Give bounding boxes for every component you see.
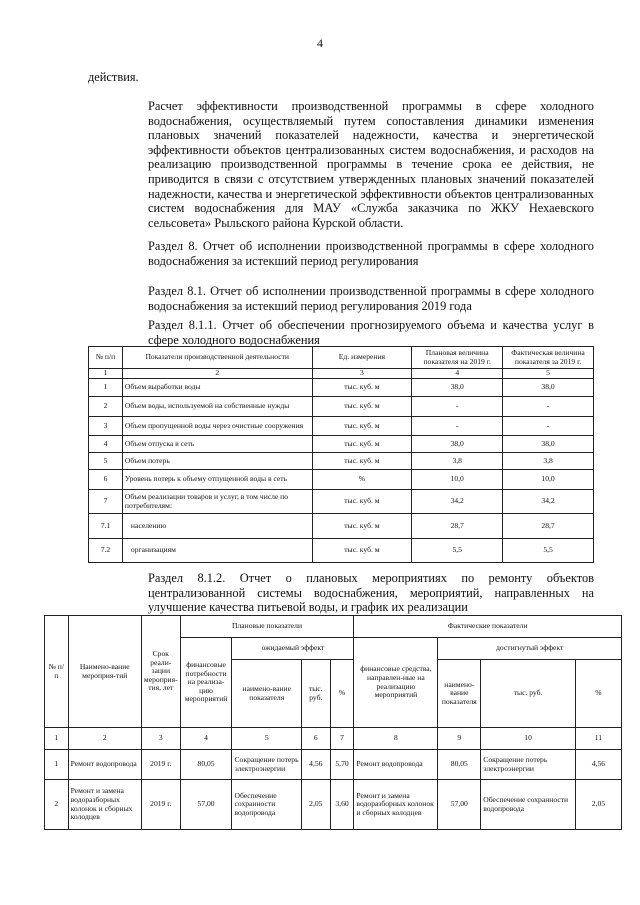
row-fact: 34,2: [503, 490, 594, 514]
table1-col-number: 5: [503, 369, 594, 379]
row-indicator: Объем пропущенной воды через очистные сооружения: [122, 417, 312, 436]
volume-quality-table: [88, 346, 594, 563]
row-plan: -: [412, 417, 503, 436]
row-unit: тыс. куб. м: [312, 417, 412, 436]
paragraph-continuation: действия.: [88, 70, 139, 84]
row-rub: 2,05: [301, 780, 330, 830]
row-num: 5: [89, 453, 123, 470]
row-unit: тыс. куб. м: [312, 436, 412, 453]
row-measure: Ремонт водопровода: [68, 750, 141, 780]
row-effect: Обеспечение сохранности водопровода: [232, 780, 302, 830]
row-pct: 5,70: [330, 750, 354, 780]
section-8-1-2-heading: [88, 571, 594, 615]
row-fact: 3,8: [503, 453, 594, 470]
row-indicator: Объем воды, используемой на собственные нужды: [122, 397, 312, 417]
row-num: 1: [45, 750, 69, 780]
table2-col-number: 6: [301, 728, 330, 750]
table2-col-number: 4: [180, 728, 232, 750]
row-num: 7.2: [89, 539, 123, 563]
table1-col-number: 3: [312, 369, 412, 379]
row-rub: 4,56: [301, 750, 330, 780]
row-plan-fin: 80,05: [180, 750, 232, 780]
table2-header-num: № п/п: [45, 616, 69, 728]
section-8-1-2-text: Раздел 8.1.2. Отчет о плановых мероприятиях по ремонту объектов централизованной системы водоснабжения, мероприятий, направленных на улучшение качества питьевой воды, и график их реализации: [148, 571, 594, 615]
table-row: [89, 436, 594, 453]
row-fact: 5,5: [503, 539, 594, 563]
row-num: 2: [89, 397, 123, 417]
table2-col-number: 7: [330, 728, 354, 750]
section-8-text: Раздел 8. Отчет об исполнении производственной программы в сфере холодного водоснабжения за истекший период регулирования: [148, 239, 594, 268]
row-fact: -: [503, 397, 594, 417]
row-indicator: Объем отпуска в сеть: [122, 436, 312, 453]
row-plan: 3,8: [412, 453, 503, 470]
table2-header-plan-fin: финансовые потребности на реализа-цию мероприятий: [180, 638, 232, 728]
table-row: [89, 539, 594, 563]
row-indicator: Объем выработки воды: [122, 379, 312, 397]
row-unit: тыс. куб. м: [312, 453, 412, 470]
row-plan: 38,0: [412, 436, 503, 453]
table-row: [89, 470, 594, 490]
table1-header-fact: Фактическая величина показателя за 2019 г.: [503, 347, 594, 369]
row-fact-fin: 57,00: [438, 780, 481, 830]
table-row: [89, 397, 594, 417]
row-num: 4: [89, 436, 123, 453]
row-fact-measure: Ремонт и замена водоразборных колонок и сборных колодцев: [354, 780, 438, 830]
table2-col-number: 2: [68, 728, 141, 750]
row-plan: -: [412, 397, 503, 417]
table2-header-pct-2: %: [575, 660, 621, 728]
row-unit: тыс. куб. м: [312, 397, 412, 417]
section-8-1-1-heading: [88, 318, 594, 347]
row-fact-rub: 4,56: [575, 750, 621, 780]
repair-measures-table: [44, 615, 622, 830]
table2-header-pct: %: [330, 660, 354, 728]
table2-col-number: 1: [45, 728, 69, 750]
row-unit: тыс. куб. м: [312, 539, 412, 563]
row-plan-fin: 57,00: [180, 780, 232, 830]
table2-header-fact: Фактические показатели: [354, 616, 622, 638]
table2-col-number: 5: [232, 728, 302, 750]
table1-number-row: [89, 369, 594, 379]
table-row: [89, 514, 594, 539]
row-num: 3: [89, 417, 123, 436]
row-indicator: населению: [122, 514, 312, 539]
table1-header-plan: Плановая величина показателя на 2019 г.: [412, 347, 503, 369]
row-term: 2019 г.: [141, 750, 180, 780]
table2-header-indicator-2: наимено-вание показателя: [438, 660, 481, 728]
row-num: 6: [89, 470, 123, 490]
row-term: 2019 г.: [141, 780, 180, 830]
table2-number-row: [45, 728, 622, 750]
row-unit: тыс. куб. м: [312, 379, 412, 397]
row-plan: 5,5: [412, 539, 503, 563]
table2-header-term: Срок реали-зации мероприя-тия, лет: [141, 616, 180, 728]
table1-header-indicator: Показатели производственной деятельности: [122, 347, 312, 369]
table2-header-fact-fin: финансовые средства, направлен-ные на реализацию мероприятий: [354, 638, 438, 728]
row-fact: 38,0: [503, 436, 594, 453]
table2-col-number: 3: [141, 728, 180, 750]
row-indicator: Уровень потерь к объему отпущенной воды в сеть: [122, 470, 312, 490]
table2-col-number: 9: [438, 728, 481, 750]
section-8-1-heading: [88, 284, 594, 313]
table-row: [45, 780, 622, 830]
table2-header-name: Наимено-вание мероприя-тий: [68, 616, 141, 728]
row-fact-fin: 80,05: [438, 750, 481, 780]
table2-col-number: 10: [481, 728, 576, 750]
table1-header-unit: Ед. измерения: [312, 347, 412, 369]
paragraph-efficiency-text: Расчет эффективности производственной программы в сфере холодного водоснабжения, осуществляемый путем сопоставления динамики изменения плановых значений показателей надежности, качества и энергетической эффективности объектов централизованных систем водоснабжения, и расходов на реализацию производственной программы в течение срока ее действия, не приводится в связи с отсутствием утвержденных плановых значений показателей надежности, качества и энергетической эффективности объектов централизованных систем водоснабжения для МАУ «Служба заказчика по ЖКУ Нехаевского сельсовета» Рыльского района Курской области.: [148, 99, 594, 230]
row-num: 1: [89, 379, 123, 397]
table2-header-expected: ожидаемый эффект: [232, 638, 354, 660]
row-fact-effect: Обеспечение сохранности водопровода: [481, 780, 576, 830]
table2-header-plan: Плановые показатели: [180, 616, 354, 638]
row-num: 2: [45, 780, 69, 830]
row-unit: тыс. куб. м: [312, 490, 412, 514]
row-fact-rub: 2,05: [575, 780, 621, 830]
table-row: [89, 453, 594, 470]
row-fact: 10,0: [503, 470, 594, 490]
row-plan: 34,2: [412, 490, 503, 514]
row-fact: -: [503, 417, 594, 436]
table2-header-rub-2: тыс. руб.: [481, 660, 576, 728]
row-fact-effect: Сокращение потерь электроэнергии: [481, 750, 576, 780]
row-unit: тыс. куб. м: [312, 514, 412, 539]
table2-header-achieved: достигнутый эффект: [438, 638, 622, 660]
table2-header-indicator: наимено-вание показателя: [232, 660, 302, 728]
row-plan: 38,0: [412, 379, 503, 397]
row-measure: Ремонт и замена водоразборных колонок и сборных колодцев: [68, 780, 141, 830]
section-8-heading: [88, 239, 594, 268]
row-indicator: Объем реализации товаров и услуг, в том числе по потребителям:: [122, 490, 312, 514]
table1-col-number: 4: [412, 369, 503, 379]
table1-header-row: [89, 347, 594, 369]
section-8-1-text: Раздел 8.1. Отчет об исполнении производственной программы в сфере холодного водоснабжения за истекший период регулирования 2019 года: [148, 284, 594, 313]
row-effect: Сокращение потерь электроэнергии: [232, 750, 302, 780]
table-row: [89, 490, 594, 514]
row-num: 7: [89, 490, 123, 514]
row-indicator: организациям: [122, 539, 312, 563]
table-row: [45, 750, 622, 780]
table2-col-number: 11: [575, 728, 621, 750]
row-num: 7.1: [89, 514, 123, 539]
row-indicator: Объем потерь: [122, 453, 312, 470]
row-fact: 38,0: [503, 379, 594, 397]
table1-col-number: 2: [122, 369, 312, 379]
table2-header-rub: тыс. руб.: [301, 660, 330, 728]
table-row: [89, 417, 594, 436]
paragraph-efficiency: [88, 99, 594, 230]
row-fact-measure: Ремонт водопровода: [354, 750, 438, 780]
row-unit: %: [312, 470, 412, 490]
table-row: [89, 379, 594, 397]
section-8-1-1-text: Раздел 8.1.1. Отчет об обеспечении прогнозируемого объема и качества услуг в сфере холодного водоснабжения: [148, 318, 594, 347]
table2-col-number: 8: [354, 728, 438, 750]
row-pct: 3,60: [330, 780, 354, 830]
page-number: 4: [317, 36, 323, 50]
row-plan: 10,0: [412, 470, 503, 490]
row-fact: 28,7: [503, 514, 594, 539]
table1-header-num: № п/п: [89, 347, 123, 369]
table2-header-row-1: [45, 616, 622, 638]
row-plan: 28,7: [412, 514, 503, 539]
table1-col-number: 1: [89, 369, 123, 379]
